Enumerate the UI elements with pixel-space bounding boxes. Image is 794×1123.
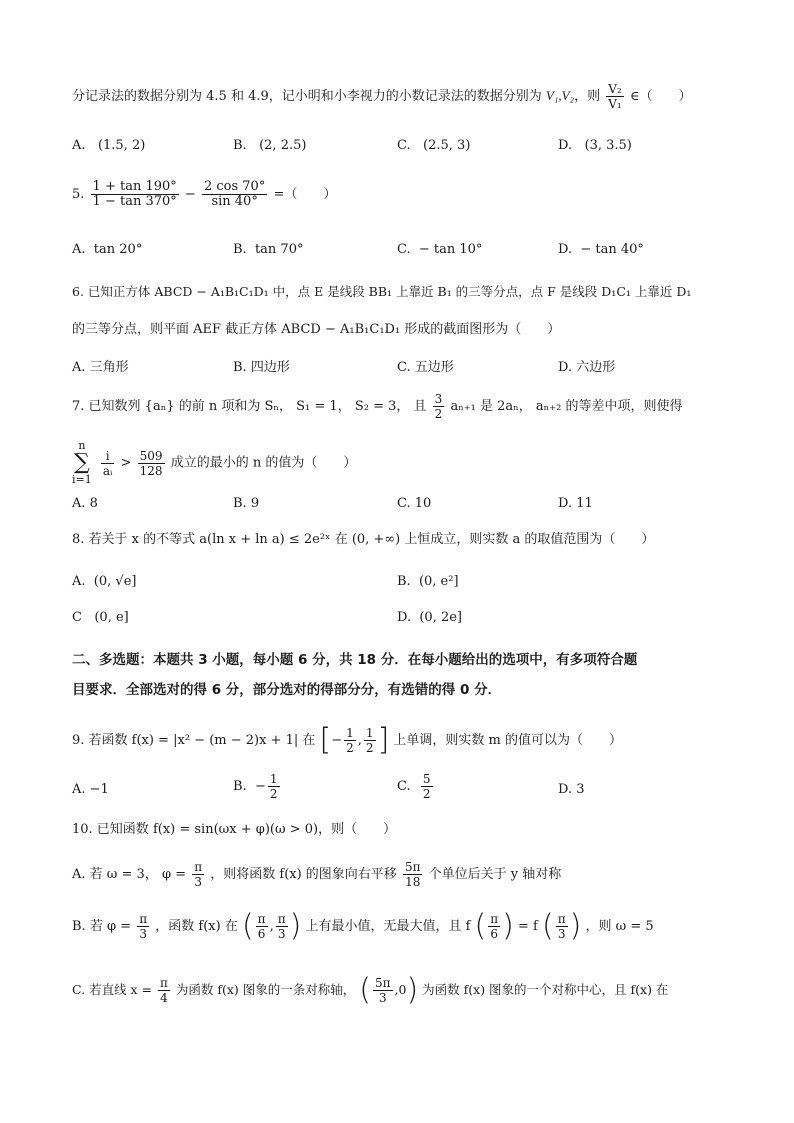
num: 1 xyxy=(346,726,354,740)
q7-option-b: B. 9 xyxy=(233,496,260,511)
q10-option-c xyxy=(72,972,669,1008)
text-1: B. 若 φ = xyxy=(72,919,132,934)
q4-option-c xyxy=(397,136,470,156)
value: (3, 3.5) xyxy=(584,138,632,153)
minus: − xyxy=(254,779,266,794)
q7-text-a: 7. 已知数列 {aₙ} 的前 n 项和为 Sₙ， S₁ = 1， S₂ = 3， 且 xyxy=(72,399,427,414)
sum-top: n xyxy=(78,439,86,452)
q7-sum xyxy=(72,440,92,486)
text-2: 为函数 f(x) 图象的一条对称轴， xyxy=(175,982,356,997)
den: 3 xyxy=(139,927,147,941)
den: 3 xyxy=(557,927,566,941)
value: (0, e²] xyxy=(418,574,459,589)
value: tan 70° xyxy=(254,242,304,257)
q5-minus: − xyxy=(184,187,196,202)
value: tan 20° xyxy=(93,242,143,257)
value: (0, e] xyxy=(94,610,129,625)
q9-comma: , xyxy=(357,733,362,748)
den: 2 xyxy=(422,787,431,801)
sum-bottom: i=1 xyxy=(72,473,92,486)
text-2: ，则将函数 f(x) 的图象向右平移 xyxy=(210,867,397,882)
q8-option-c xyxy=(72,608,129,628)
arg-frac-1 xyxy=(488,912,500,941)
den: 3 xyxy=(194,875,202,889)
q8-option-b xyxy=(397,572,459,592)
sum-sign: ∑ xyxy=(74,450,90,475)
den: sin 40° xyxy=(211,194,258,209)
q9-text-b: 上单调，则实数 m 的值可以为（ ） xyxy=(393,733,623,748)
den: 3 xyxy=(378,991,387,1005)
q6-option-a: A. 三角形 xyxy=(72,360,129,375)
den: aᵢ xyxy=(102,463,113,478)
q4-stem xyxy=(72,82,691,111)
arg-frac-2 xyxy=(556,912,568,941)
paren-l-2: ( xyxy=(542,908,554,944)
text-1: C. 若直线 x = xyxy=(72,982,153,997)
label: C. xyxy=(397,138,411,153)
shift-frac xyxy=(403,860,423,889)
num: i xyxy=(101,449,115,464)
label: D. xyxy=(558,242,573,257)
q4-option-d xyxy=(558,136,632,156)
center-frac xyxy=(373,976,393,1005)
den: 18 xyxy=(405,875,421,889)
q6-line-1: 6. 已知正方体 ABCD − A₁B₁C₁D₁ 中，点 E 是线段 BB₁ 上靠近 B₁ 的三等分点，点 F 是线段 D₁C₁ 上靠近 D₁ xyxy=(72,284,692,299)
q9-bracket-left: [ xyxy=(319,722,332,758)
den: 6 xyxy=(257,927,266,941)
value: (2.5, 3) xyxy=(423,138,471,153)
den: 6 xyxy=(490,927,499,941)
q6-option-c: C. 五边形 xyxy=(397,360,454,375)
label: B. xyxy=(233,242,247,257)
frac xyxy=(268,772,280,801)
axis-frac xyxy=(158,976,170,1005)
paren-r-2: ) xyxy=(569,908,582,944)
text-2: ，函数 f(x) 在 xyxy=(155,919,238,934)
q9-option-b xyxy=(233,772,282,801)
q4-frac-den: V₁ xyxy=(608,97,622,111)
label: B. xyxy=(233,138,247,153)
text-3: 为函数 f(x) 图象的一个对称中心，且 f(x) 在 xyxy=(422,982,669,997)
q4-stem-text: 分记录法的数据分别为 4.5 和 4.9，记小明和小李视力的小数记录法的数据分别为 xyxy=(72,89,542,104)
num: π xyxy=(277,912,286,926)
q9-text-a: 9. 若函数 f(x) = |x² − (m − 2)x + 1| 在 xyxy=(72,733,316,748)
q7-option-a: A. 8 xyxy=(72,496,98,511)
num: π xyxy=(139,912,148,926)
q7-text-c: 成立的最小的 n 的值为（ ） xyxy=(170,455,357,471)
den: 3 xyxy=(277,927,286,941)
den: 1 − tan 370° xyxy=(92,194,177,209)
den: 128 xyxy=(139,463,163,478)
int-frac-1 xyxy=(256,912,268,941)
den: 2 xyxy=(434,407,443,421)
paren-l: ( xyxy=(359,972,371,1008)
value: (1.5, 2) xyxy=(97,138,146,153)
q7-sum-frac xyxy=(101,449,115,478)
num: π xyxy=(490,912,499,926)
q7-line-2 xyxy=(72,440,356,486)
value: − tan 10° xyxy=(418,242,483,257)
q7-option-c: C. 10 xyxy=(397,496,432,511)
label: A. xyxy=(72,574,86,589)
q5-option-d xyxy=(558,240,644,260)
den: 4 xyxy=(160,991,168,1005)
q5-frac1 xyxy=(91,180,179,209)
num: 509 xyxy=(139,448,163,463)
q5-option-a xyxy=(72,240,142,260)
section-2-header-line-2: 目要求．全部选对的得 6 分，部分选对的得部分分，有选错的得 0 分． xyxy=(72,682,502,698)
q9-frac-2 xyxy=(364,726,376,755)
q5-number: 5. xyxy=(72,187,85,202)
q10-line: 10. 已知函数 f(x) = sin(ωx + φ)(ω > 0)，则（ ） xyxy=(72,822,397,837)
q9-frac-1 xyxy=(344,726,356,755)
q9-option-a: A. −1 xyxy=(72,782,109,797)
q4-option-a xyxy=(72,136,145,156)
q5-stem xyxy=(72,180,336,209)
num: π xyxy=(557,912,566,926)
num: 3 xyxy=(434,392,443,406)
text-5: ，则 ω = 5 xyxy=(585,919,654,934)
label: C. xyxy=(397,242,411,257)
den: 2 xyxy=(365,741,374,755)
q5-frac2 xyxy=(202,180,267,209)
num: 5π xyxy=(404,860,421,874)
value: (2, 2.5) xyxy=(259,138,307,153)
q10-option-b: B. 若 φ = $\frac{\pi}{3}$ ，函数 f(x) 在 ( $\frac{\pi}{6}$ , $\frac{\pi}{3}$ ) 上有最小值，无最大值，且 f ( $\frac{\pi}{6}$ ) = f ( $\frac{\pi}{3}$ ) ，则 ω = 5 xyxy=(72,908,654,944)
q9-bracket-right: ] xyxy=(377,722,390,758)
q4-tail: ∈（ ） xyxy=(629,89,692,104)
num: 1 + tan 190° xyxy=(92,179,177,194)
q8-option-a xyxy=(72,572,136,592)
q4-then: ，则 xyxy=(574,89,601,104)
label: A. xyxy=(72,242,86,257)
text-4: = f xyxy=(518,919,538,934)
int-frac-2 xyxy=(276,912,288,941)
q9-minus: − xyxy=(331,733,343,748)
value: − tan 40° xyxy=(580,242,644,257)
q5-tail: =（ ） xyxy=(273,187,337,202)
q5-option-c xyxy=(397,240,482,260)
q4-frac-num: V₂ xyxy=(608,82,622,96)
q7-text-b: aₙ₊₁ 是 2aₙ， aₙ₊₂ 的等差中项，则使得 xyxy=(450,399,683,414)
q6-option-d: D. 六边形 xyxy=(558,360,616,375)
q4-option-b xyxy=(233,136,306,156)
label: C xyxy=(72,610,82,625)
phi-frac xyxy=(137,912,149,941)
num: π xyxy=(194,860,203,874)
center-y: ,0 xyxy=(394,982,407,997)
text-1: A. 若 ω = 3， φ = xyxy=(72,867,187,882)
q7-gt: > xyxy=(120,455,132,471)
paren-l-1: ( xyxy=(474,908,487,944)
q6-line-2: 的三等分点，则平面 AEF 截正方体 ABCD − A₁B₁C₁D₁ 形成的截面图形为（ ） xyxy=(72,322,561,337)
label: C. xyxy=(397,779,411,794)
num: 1 xyxy=(269,772,278,786)
q10-option-a xyxy=(72,860,561,889)
phi-frac xyxy=(192,860,204,889)
frac xyxy=(421,772,433,801)
value: (0, √e] xyxy=(93,574,137,589)
label: A. xyxy=(72,138,86,153)
q7-line-1 xyxy=(72,392,683,421)
text-3: 上有最小值，无最大值，且 f xyxy=(305,919,471,934)
section-2-header-line-1: 二、多选题：本题共 3 小题，每小题 6 分，共 18 分．在每小题给出的选项中，有多项符合题 xyxy=(72,652,638,668)
q7-option-d: D. 11 xyxy=(558,496,593,511)
q8-option-d xyxy=(397,608,462,628)
num: π xyxy=(257,912,266,926)
label: B. xyxy=(397,574,411,589)
q9-option-c xyxy=(397,772,435,801)
num: 5π xyxy=(375,976,391,990)
label: D. xyxy=(558,138,573,153)
num: 2 cos 70° xyxy=(203,179,266,194)
paren-r-1: ) xyxy=(502,908,514,944)
text-3: 个单位后关于 y 轴对称 xyxy=(428,867,562,882)
q4-vars: V₁,V₂ xyxy=(545,88,575,103)
q6-option-b: B. 四边形 xyxy=(233,360,290,375)
paren-r: ) xyxy=(406,972,419,1008)
label: B. xyxy=(233,779,247,794)
q4-frac xyxy=(606,82,623,111)
q7-frac xyxy=(433,392,445,421)
num: 1 xyxy=(365,726,374,740)
label: D. xyxy=(397,610,412,625)
num: π xyxy=(160,976,168,990)
q5-option-b xyxy=(233,240,303,260)
value: (0, 2e] xyxy=(419,610,463,625)
q7-rhs-frac xyxy=(138,449,165,478)
bracket-left: ( xyxy=(241,908,254,944)
q9-line xyxy=(72,722,623,758)
den: 2 xyxy=(346,741,354,755)
q8-line: 8. 若关于 x 的不等式 a(ln x + ln a) ≤ 2e²ˣ 在 (0, +∞) 上恒成立，则实数 a 的取值范围为（ ） xyxy=(72,532,655,547)
den: 2 xyxy=(269,787,278,801)
q9-option-d: D. 3 xyxy=(558,782,585,797)
num: 5 xyxy=(422,772,431,786)
bracket-right: ) xyxy=(289,908,302,944)
